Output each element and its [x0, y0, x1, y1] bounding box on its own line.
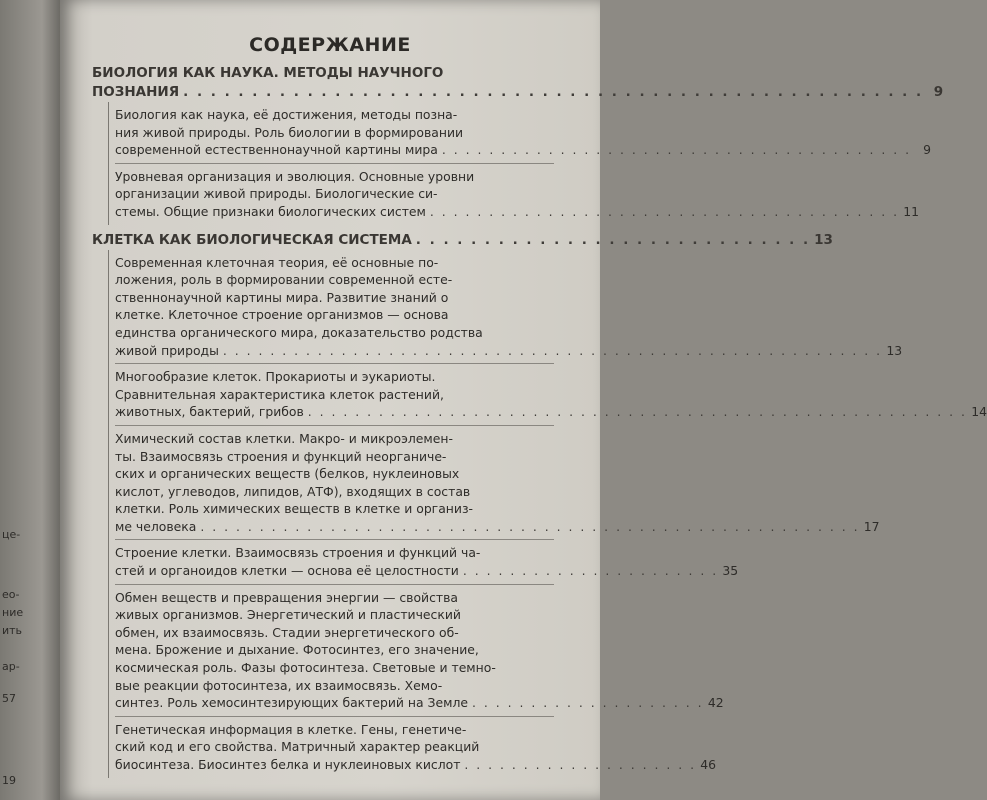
section-title [92, 231, 833, 250]
dot-leader: . . . . . . . . . . . . . . . . . . . . . . . . . . . . . [415, 231, 811, 248]
section-title [92, 64, 944, 102]
toc-entry [115, 164, 920, 225]
page-number: 42 [707, 695, 724, 711]
entry-line: мена. Брожение и дыхание. Фотосинтез, его значение, [115, 642, 479, 658]
entry-line: единства органического мира, доказательство родства [115, 324, 483, 340]
dot-leader: . . . . . . . . . . . . . . . . . . . . [464, 757, 697, 772]
toc-entry [115, 102, 932, 164]
entry-line: ложения, роль в формировании современной есте- [115, 272, 453, 288]
left-page-fragment: 57 [2, 692, 16, 705]
entry-line: Обмен веществ и превращения энергии — свойства [115, 589, 459, 605]
toc-entry [115, 540, 739, 584]
entry-line: живой природы [115, 342, 219, 358]
entry-line: кислот, углеводов, липидов, АТФ), входящих в состав [115, 483, 471, 499]
toc-entry [115, 250, 903, 365]
book-page [60, 0, 987, 800]
page-number: 9 [933, 84, 944, 100]
toc-section [92, 64, 944, 225]
dot-leader: . . . . . . . . . . . . . . . . . . . . . . . . . . . . . . . . . . . . . . . . [441, 142, 912, 158]
entry-line: ских и органических веществ (белков, нуклеиновых [115, 466, 460, 482]
entry-line: Уровневая организация и эволюция. Основные уровни [115, 168, 475, 184]
entry-line: Современная клеточная теория, её основные по- [115, 254, 439, 270]
entry-line: Химический состав клетки. Макро- и микроэлемен- [115, 430, 453, 446]
section-title-line: БИОЛОГИЯ КАК НАУКА. МЕТОДЫ НАУЧНОГО [92, 65, 444, 81]
left-page-fragment: ар- [2, 660, 20, 673]
page-title: СОДЕРЖАНИЕ [249, 34, 411, 56]
entry-line: клетки. Роль химических веществ в клетке и организ- [115, 501, 473, 517]
entry-line: живых организмов. Энергетический и пластический [115, 607, 461, 623]
entry-line: современной естественнонаучной картины мира [115, 142, 438, 158]
page-number: 35 [722, 563, 739, 579]
entry-line: Строение клетки. Взаимосвязь строения и функций ча- [115, 545, 481, 561]
dot-leader: . . . . . . . . . . . . . . . . . . . . . . . . . . . . . . . . . . . . . . . . . . . . . . . . . . . . . . . . [222, 342, 883, 358]
entry-line: вые реакции фотосинтеза, их взаимосвязь. Хемо- [115, 677, 443, 693]
dot-leader: . . . . . . . . . . . . . . . . . . . . . . [462, 563, 719, 579]
page-number: 17 [863, 518, 880, 534]
entry-line: Многообразие клеток. Прокариоты и эукариоты. [115, 369, 436, 385]
page-number: 13 [886, 342, 903, 358]
entry-line: Биология как наука, её достижения, методы позна- [115, 107, 458, 122]
entry-list [108, 102, 932, 225]
entry-line: синтез. Роль хемосинтезирующих бактерий на Земле [115, 695, 468, 711]
entry-line: стей и органоидов клетки — основа её целостности [115, 563, 459, 579]
page-number: 13 [814, 231, 833, 248]
entry-line: ский код и его свойства. Матричный характер реакций [115, 739, 480, 755]
entry-line: биосинтеза. Биосинтез белка и нуклеиновых кислот [115, 757, 461, 772]
entry-line: ния живой природы. Роль биологии в формировании [115, 124, 464, 140]
page-number: 9 [923, 142, 932, 158]
toc-section [92, 231, 987, 778]
left-page-edge [0, 0, 60, 800]
section-title-line: КЛЕТКА КАК БИОЛОГИЧЕСКАЯ СИСТЕМА [92, 231, 412, 248]
left-page-fragment: ить [2, 624, 23, 637]
toc-entry [115, 717, 717, 778]
toc-entry [115, 426, 880, 541]
dot-leader: . . . . . . . . . . . . . . . . . . . . . . . . . . . . . . . . . . . . . . . . . . . . . . . . . . . . . . . . [307, 404, 967, 420]
entry-line: ты. Взаимосвязь строения и функций неорганиче- [115, 448, 447, 464]
dot-leader: . . . . . . . . . . . . . . . . . . . . . . . . . . . . . . . . . . . . . . . . . . . . . . . . . . . . . . . . [200, 518, 860, 534]
page-number: 14 [971, 404, 987, 420]
dot-leader: . . . . . . . . . . . . . . . . . . . . [472, 695, 704, 711]
entry-line: клетке. Клеточное строение организмов — основа [115, 307, 449, 323]
entry-line: стемы. Общие признаки биологических систем [115, 203, 426, 219]
left-page-fragment: ние [2, 606, 24, 619]
entry-line: обмен, их взаимосвязь. Стадии энергетического об- [115, 624, 459, 640]
entry-line: ме человека [115, 518, 197, 534]
entry-line: животных, бактерий, грибов [115, 404, 304, 420]
section-title-line: ПОЗНАНИЯ [92, 84, 180, 100]
entry-line: космическая роль. Фазы фотосинтеза. Световые и темно- [115, 660, 496, 676]
page-number: 11 [903, 203, 920, 219]
left-page-fragment: це- [2, 528, 21, 541]
table-of-contents [92, 64, 987, 784]
left-page-number: 19 [2, 774, 16, 787]
toc-entry [115, 585, 724, 717]
page-number: 46 [700, 757, 717, 772]
dot-leader: . . . . . . . . . . . . . . . . . . . . . . . . . . . . . . . . . . . . . . . . . . . . . . . . . . . . . . [183, 84, 924, 100]
entry-list [108, 250, 987, 778]
entry-line: Генетическая информация в клетке. Гены, генетиче- [115, 721, 467, 737]
dot-leader: . . . . . . . . . . . . . . . . . . . . . . . . . . . . . . . . . . . . . . . . [429, 203, 900, 219]
entry-line: организации живой природы. Биологические си- [115, 186, 438, 202]
toc-entry [115, 364, 987, 426]
entry-line: ственнонаучной картины мира. Развитие знаний о [115, 289, 449, 305]
left-page-fragment: ео- [2, 588, 20, 601]
entry-line: Сравнительная характеристика клеток растений, [115, 386, 444, 402]
